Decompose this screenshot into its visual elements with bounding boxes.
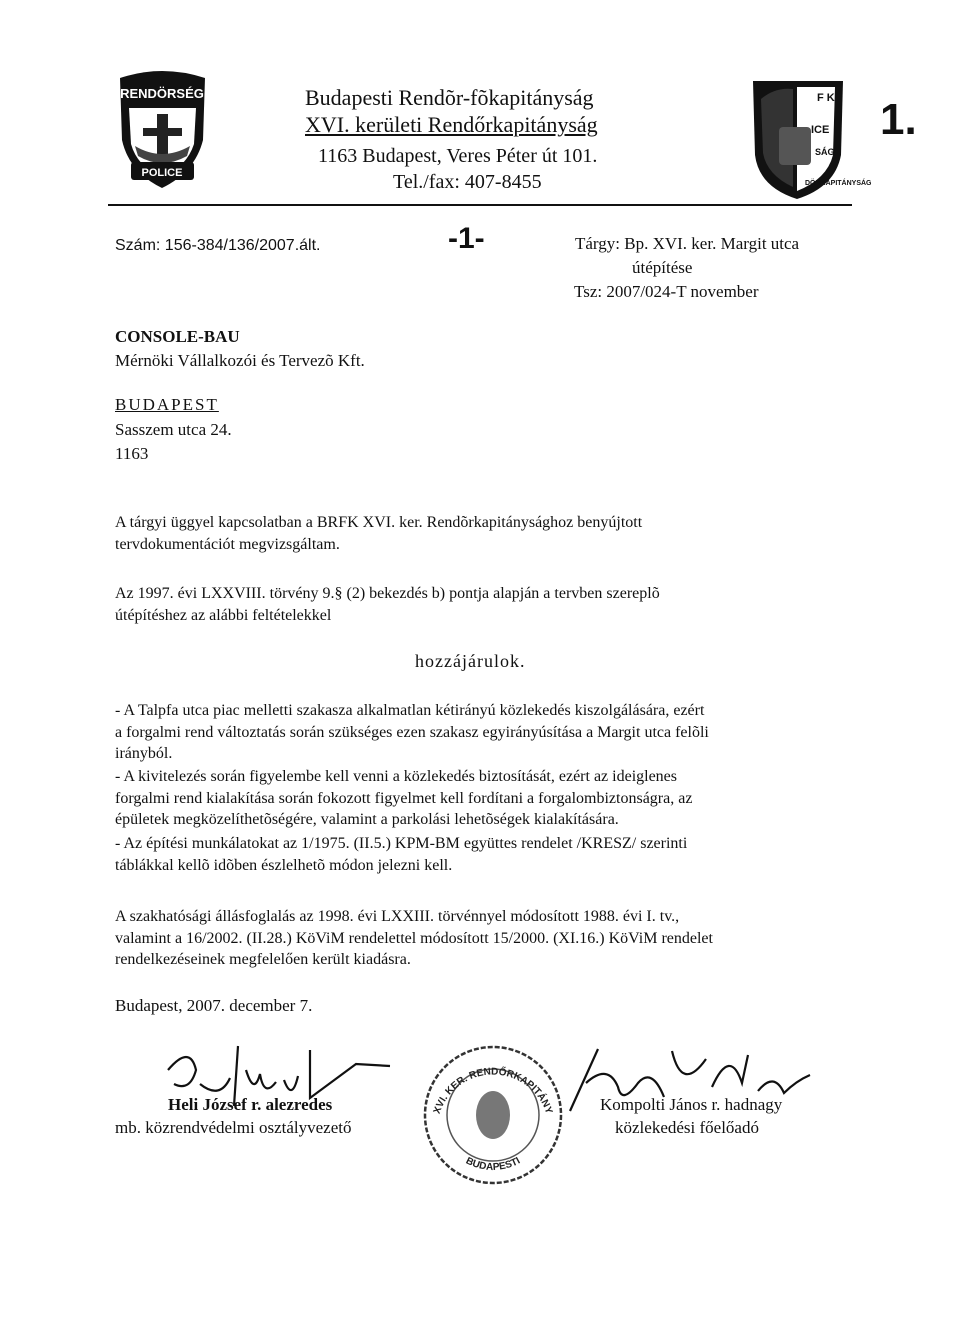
condition-2-line: forgalmi rend kialakítása során fokozott figyelmet kell fordítani a forgalombiztonságra, az <box>115 789 693 807</box>
subject-line3: Tsz: 2007/024-T november <box>574 282 759 301</box>
condition-1-line: - A Talpfa utca piac melletti szakasza alkalmatlan kétirányú közlekedés kiszolgálására, ezért <box>115 702 705 719</box>
condition-3-line: táblákkal kellõ idõben észlelhetõ módon jelezni kell. <box>115 856 453 874</box>
reference-number: Szám: 156-384/136/2007.ált. <box>115 237 321 254</box>
condition-2-line: épületek megközelíthetõségére, valamint a parkolási lehetõségek kialakítására. <box>115 811 619 828</box>
page-number: 1. <box>880 95 917 144</box>
legal-basis-line: A szakhatósági állásfoglalás az 1998. évi LXXIII. törvénnyel módosított 1988. évi I. tv., <box>115 908 680 925</box>
recipient-city: BUDAPEST <box>115 395 219 414</box>
condition-1-line: a forgalmi rend változtatás során szükséges ezen szakasz egyirányúsítása a Margit utca felõli <box>115 723 709 741</box>
svg-text:BUDAPESTI <box>464 1155 522 1173</box>
body-paragraph-2-line: útépítéshez az alábbi feltételekkel <box>115 606 332 624</box>
letterhead-org-line2: XVI. kerületi Rendőrkapitányság <box>305 112 598 137</box>
body-paragraph-2 <box>115 583 855 626</box>
condition-3 <box>115 833 855 876</box>
stamp-bottom-text: BUDAPESTI <box>463 1155 523 1174</box>
police-badge-right <box>745 75 872 203</box>
recipient-street: Sasszem utca 24. <box>115 420 232 439</box>
stamp-top-text: XVI. KER. RENDŐRKAPITÁNY <box>431 1066 555 1116</box>
badge-right-text-b: ICE <box>811 124 830 136</box>
condition-2 <box>115 766 855 831</box>
legal-basis-line: rendelkezéseinek megfelelően került kiadásra. <box>115 951 411 968</box>
police-badge-left <box>115 70 210 190</box>
subject-line2: útépítése <box>632 258 693 277</box>
body-paragraph-1-line: A tárgyi üggyel kapcsolatban a BRFK XVI. ker. Rendõrkapitánysághoz benyújtott <box>115 514 643 531</box>
badge-top-text: RENDÖRSÉG <box>120 86 204 101</box>
condition-1-line: irányból. <box>115 745 173 762</box>
letterhead-divider <box>108 204 852 206</box>
badge-right-text-a: F K <box>817 92 835 104</box>
letterhead-phone: Tel./fax: 407-8455 <box>393 171 542 193</box>
subject-line1: Tárgy: Bp. XVI. ker. Margit utca <box>575 234 800 253</box>
badge-bottom-text: POLICE <box>141 167 183 179</box>
legal-basis-line: valamint a 16/2002. (II.28.) KöViM rendelettel módosított 15/2000. (XI.16.) KöViM rendelet <box>115 929 713 947</box>
signer-left-title: mb. közrendvédelmi osztályvezető <box>115 1118 352 1137</box>
recipient-company: Mérnöki Vállalkozói és Tervezõ Kft. <box>115 351 365 370</box>
signer-left-name: Heli József r. alezredes <box>168 1095 333 1114</box>
badge-right-text-c: SÁG <box>815 147 835 157</box>
recipient-zip: 1163 <box>115 444 149 463</box>
letterhead-address: 1163 Budapest, Veres Péter út 101. <box>318 145 598 167</box>
consent-statement: hozzájárulok. <box>415 651 526 671</box>
letterhead-org-line1: Budapesti Rendõr-fõkapitányság <box>305 85 594 110</box>
body-paragraph-2-line: Az 1997. évi LXXVIII. törvény 9.§ (2) bekezdés b) pontja alapján a tervben szereplõ <box>115 585 660 602</box>
signer-right-name: Kompolti János r. hadnagy <box>600 1095 783 1114</box>
center-page-mark: -1- <box>448 222 485 255</box>
legal-basis-paragraph <box>115 906 855 971</box>
body-paragraph-1-line: tervdokumentációt megvizsgáltam. <box>115 535 340 553</box>
body-paragraph-1 <box>115 512 855 555</box>
signer-right-title: közlekedési főelőadó <box>615 1118 759 1137</box>
badge-right-text-d: DÖRKAPITÁNYSÁG <box>805 180 872 187</box>
condition-2-line: - A kivitelezés során figyelembe kell venni a közlekedés biztosítását, ezért az ideiglenes <box>115 768 678 785</box>
recipient-name: CONSOLE-BAU <box>115 327 240 346</box>
place-date: Budapest, 2007. december 7. <box>115 996 313 1015</box>
condition-1 <box>115 700 855 765</box>
condition-3-line: - Az építési munkálatokat az 1/1975. (II.5.) KPM-BM együttes rendelet /KRESZ/ szerinti <box>115 835 688 852</box>
